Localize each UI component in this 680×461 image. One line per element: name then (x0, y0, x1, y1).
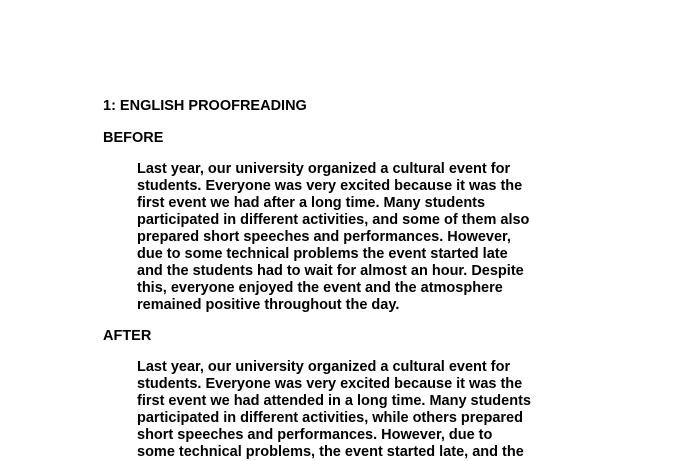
before-label: BEFORE (103, 130, 164, 146)
before-paragraph (137, 161, 557, 314)
paragraph-line: this, everyone enjoyed the event and the atmosphere (137, 280, 503, 296)
after-label: AFTER (103, 328, 152, 344)
paragraph-line: students. Everyone was very excited because it was the (137, 376, 523, 392)
paragraph-line: Last year, our university organized a cultural event for (137, 359, 511, 375)
paragraph-line: remained positive throughout the day. (137, 297, 400, 313)
paragraph-line: due to some technical problems the event started late (137, 246, 508, 262)
paragraph-line: participated in different activities, while others prepared (137, 410, 523, 426)
paragraph-line: some technical problems, the event started late, and the (137, 444, 524, 460)
paragraph-line: first event we had attended in a long time. Many students (137, 393, 531, 409)
after-paragraph (137, 359, 557, 461)
paragraph-line: students. Everyone was very excited because it was the (137, 178, 523, 194)
paragraph-line: Last year, our university organized a cultural event for (137, 161, 511, 177)
paragraph-line: prepared short speeches and performances. However, (137, 229, 511, 245)
section-title: 1: ENGLISH PROOFREADING (103, 98, 307, 114)
paragraph-line: first event we had after a long time. Many students (137, 195, 486, 211)
paragraph-line: and the students had to wait for almost an hour. Despite (137, 263, 524, 279)
paragraph-line: participated in different activities, and some of them also (137, 212, 530, 228)
paragraph-line: short speeches and performances. However, due to (137, 427, 493, 443)
